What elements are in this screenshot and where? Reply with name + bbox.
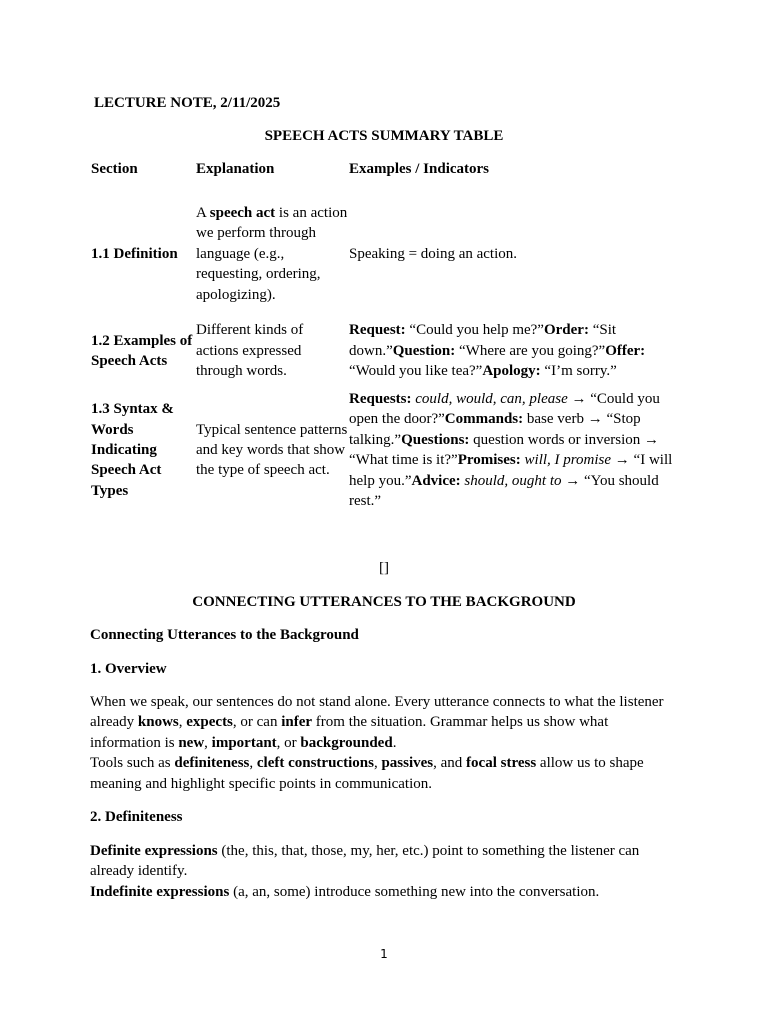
text-run: cleft constructions	[256, 755, 374, 772]
table-row	[91, 195, 679, 313]
section-cell: 1.3 Syntax & Words Indicating Speech Act Types	[91, 401, 174, 499]
text-run: Advice:	[411, 472, 461, 489]
table-title: SPEECH ACTS SUMMARY TABLE	[264, 128, 504, 144]
text-run: Commands:	[444, 411, 524, 428]
examples-cell	[349, 195, 679, 313]
overview-paragraph	[90, 692, 680, 794]
text-run: question words or inversion → “What time is it?”	[349, 431, 659, 469]
explanation-cell	[196, 313, 349, 389]
definiteness-paragraph	[90, 841, 680, 902]
text-run: passives	[381, 755, 434, 772]
explanation-cell	[196, 195, 349, 313]
text-run: “Could you help me?”	[405, 322, 544, 339]
text-run: Promises:	[457, 452, 521, 469]
table-row	[91, 313, 679, 389]
text-run: Offer:	[605, 342, 646, 359]
column-header-examples: Examples / Indicators	[349, 161, 490, 177]
text-run: → “You should rest.”	[349, 472, 659, 510]
text-run: , and	[433, 755, 467, 772]
text-run: Speaking = doing an action.	[349, 245, 518, 262]
overview-heading: 1. Overview	[90, 661, 167, 677]
text-run: will, I promise	[524, 452, 612, 469]
image-placeholder: []	[379, 560, 389, 576]
text-run: should, ought to	[464, 472, 562, 489]
speech-acts-table	[91, 159, 679, 511]
text-run: .	[392, 734, 397, 751]
text-run: When we speak, our sentences do not stand alone. Every utterance connects to what the listener already	[90, 694, 664, 731]
examples-cell	[349, 389, 679, 511]
text-run: Request:	[349, 322, 406, 339]
text-run: “Sit down.”	[349, 322, 617, 359]
text-run: → “Could you open the door?”	[349, 391, 660, 428]
page-number: 1	[380, 947, 388, 961]
text-run: allow us to shape meaning and highlight specific points in communication.	[90, 755, 644, 792]
text-run: is an action we perform through language (e.g., requesting, ordering, apologizing).	[196, 204, 348, 303]
text-run: Definite expressions	[90, 843, 218, 859]
text-run: Tools such as	[90, 755, 175, 772]
text-run: Apology:	[482, 363, 541, 380]
text-run: Questions:	[401, 431, 470, 448]
text-run: ,	[373, 755, 382, 772]
text-run: “Where are you going?”	[455, 342, 606, 359]
text-run: A	[196, 204, 210, 221]
overview-paragraph-1	[90, 692, 680, 753]
overview-paragraph-2	[90, 753, 680, 794]
section-cell: 1.1 Definition	[91, 245, 178, 262]
section-subtitle: Connecting Utterances to the Background	[90, 627, 359, 643]
text-run: definiteness	[174, 755, 250, 772]
text-run: from the situation. Grammar helps us show what information is	[90, 714, 609, 751]
text-run: ,	[249, 755, 257, 772]
text-run: Typical sentence patterns and key words that show the type of speech act.	[196, 421, 348, 479]
text-run: Indefinite expressions	[90, 883, 230, 900]
text-run: , or can	[232, 714, 282, 731]
examples-cell	[349, 313, 679, 389]
section-title: CONNECTING UTTERANCES TO THE BACKGROUND	[192, 594, 576, 610]
text-run: important	[211, 734, 277, 751]
definiteness-paragraph-2	[90, 882, 680, 902]
text-run: , or	[276, 734, 301, 751]
explanation-cell	[196, 389, 349, 511]
text-run: backgrounded	[300, 734, 393, 751]
text-run: (the, this, that, those, my, her, etc.) point to something the listener can already identify.	[90, 843, 640, 880]
text-run: → “I will help you.”	[349, 452, 673, 489]
text-run: speech act	[209, 204, 276, 221]
definiteness-paragraph-1	[90, 841, 680, 882]
definiteness-heading: 2. Definiteness	[90, 809, 183, 825]
column-header-explanation: Explanation	[196, 161, 275, 177]
lecture-note-heading: LECTURE NOTE, 2/11/2025	[94, 95, 281, 111]
section-cell: 1.2 Examples of Speech Acts	[91, 332, 193, 369]
text-run: Order:	[543, 322, 589, 339]
text-run: expects	[186, 714, 233, 731]
text-run: “I’m sorry.”	[540, 363, 617, 380]
text-run: “Would you like tea?”	[349, 363, 483, 380]
text-run: ,	[204, 734, 212, 751]
text-run: (a, an, some) introduce something new into the conversation.	[229, 883, 600, 900]
table-header-row	[91, 159, 679, 195]
text-run: focal stress	[466, 755, 537, 772]
text-run: could, would, can, please	[415, 391, 568, 407]
text-run: Different kinds of actions expressed through words.	[196, 322, 304, 380]
column-header-section: Section	[91, 161, 138, 177]
text-run: Requests:	[349, 391, 412, 407]
text-run: base verb → “Stop talking.”	[349, 411, 641, 448]
text-run: knows	[137, 714, 179, 731]
text-run: ,	[178, 714, 187, 731]
text-run: new	[178, 734, 205, 751]
text-run: Question:	[392, 342, 456, 359]
text-run: infer	[281, 714, 313, 731]
table-row	[91, 389, 679, 511]
